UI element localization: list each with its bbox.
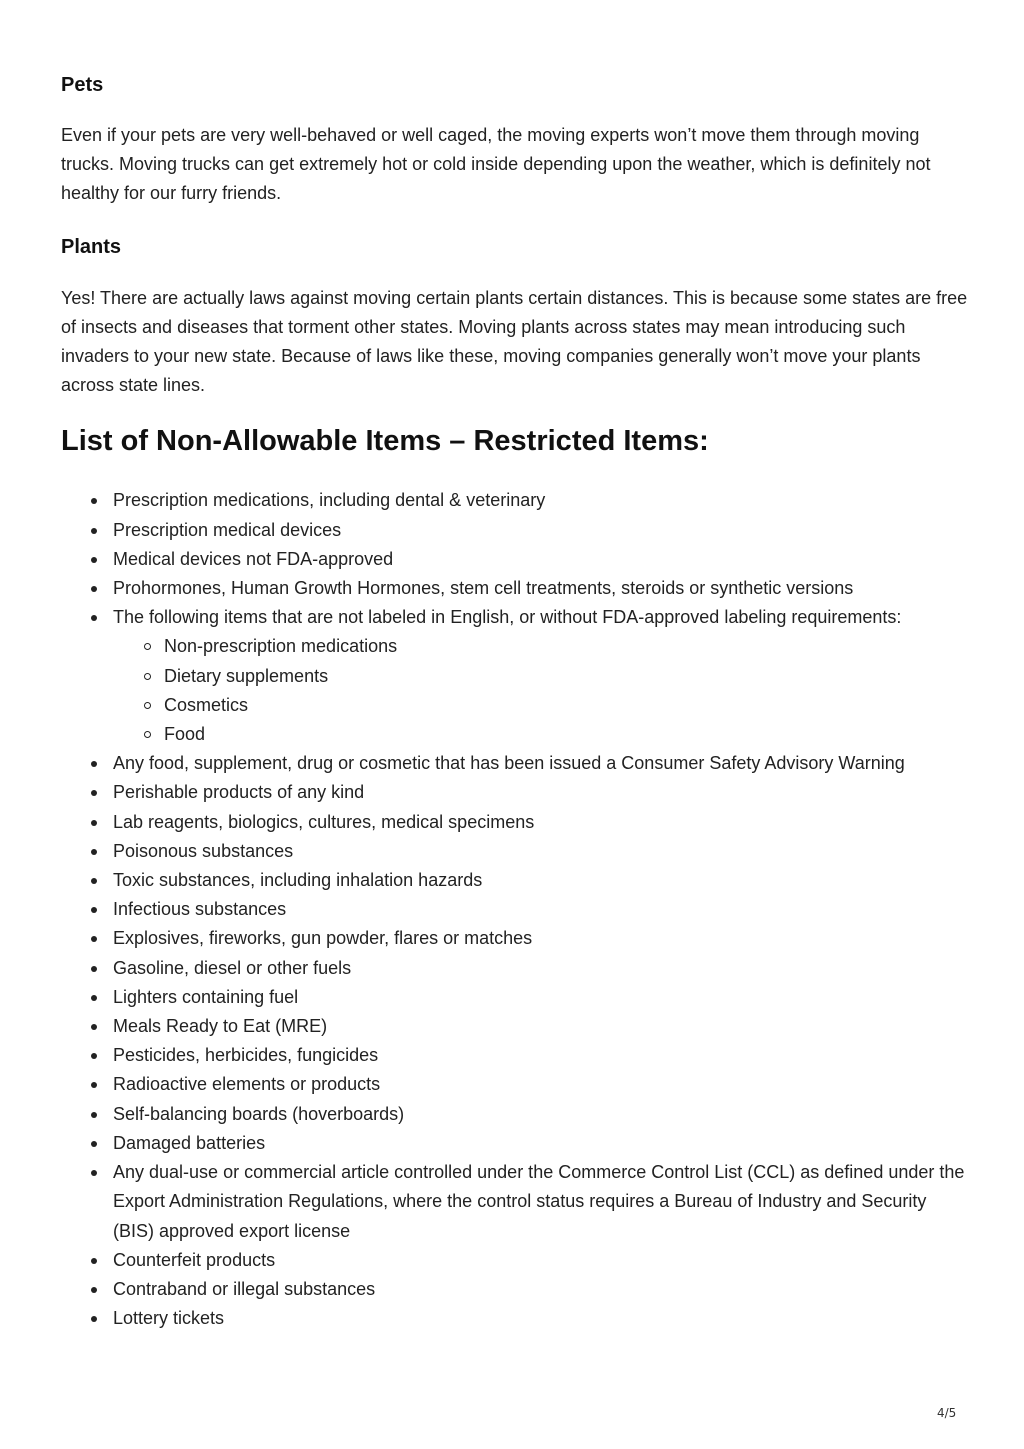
list-item bbox=[113, 837, 971, 866]
bullet-icon bbox=[91, 1112, 97, 1118]
list-item-text: Damaged batteries bbox=[113, 1132, 266, 1153]
bullet-icon bbox=[91, 1141, 97, 1147]
paragraph-pets: Even if your pets are very well-behaved or well caged, the moving experts won’t move them through moving trucks. Moving trucks can get extremely hot or cold inside depending upon the weather, which is definitely not healthy for our furry friends. bbox=[61, 125, 931, 204]
list-item bbox=[113, 778, 971, 807]
section-heading-pets: Pets bbox=[61, 74, 104, 96]
sub-list-item bbox=[164, 691, 971, 720]
list-item bbox=[113, 866, 971, 895]
circle-bullet-icon bbox=[144, 702, 151, 709]
bullet-icon bbox=[91, 1082, 97, 1088]
list-item bbox=[113, 1129, 971, 1158]
list-item-text: Infectious substances bbox=[113, 899, 287, 920]
list-item bbox=[113, 1041, 971, 1070]
list-item bbox=[113, 1275, 971, 1304]
list-item-text: Lab reagents, biologics, cultures, medical specimens bbox=[113, 811, 535, 832]
bullet-icon bbox=[91, 761, 97, 767]
bullet-icon bbox=[91, 528, 97, 534]
bullet-icon bbox=[91, 907, 97, 913]
list-item-text: Gasoline, diesel or other fuels bbox=[113, 957, 352, 978]
list-item bbox=[113, 486, 971, 515]
unlabeled-items-sublist bbox=[113, 632, 971, 749]
sub-list-item-text: Food bbox=[164, 724, 206, 745]
list-item-text: Any food, supplement, drug or cosmetic that has been issued a Consumer Safety Advisory Warning bbox=[113, 753, 905, 774]
sub-list-item bbox=[164, 662, 971, 691]
list-item-text: Medical devices not FDA-approved bbox=[113, 548, 394, 569]
bullet-icon bbox=[91, 878, 97, 884]
page-number: 4/5 bbox=[937, 1406, 957, 1420]
sub-list-item-text: Cosmetics bbox=[164, 694, 249, 715]
bullet-icon bbox=[91, 995, 97, 1001]
bullet-icon bbox=[91, 849, 97, 855]
bullet-icon bbox=[91, 1053, 97, 1059]
list-item bbox=[113, 603, 971, 749]
bullet-icon bbox=[91, 936, 97, 942]
paragraph-plants: Yes! There are actually laws against moving certain plants certain distances. This is because some states are free of insects and diseases that torment other states. Moving plants across states may mean introducing such invaders to your new state. Because of laws like these, moving companies generally won’t move your plants across state lines. bbox=[61, 287, 968, 396]
list-item bbox=[113, 1158, 971, 1246]
list-item bbox=[113, 574, 971, 603]
list-item bbox=[113, 516, 971, 545]
list-item bbox=[113, 1304, 971, 1333]
document-page bbox=[61, 0, 971, 1333]
bullet-icon bbox=[91, 1258, 97, 1264]
list-item-text: Lottery tickets bbox=[113, 1308, 225, 1329]
list-item bbox=[113, 1070, 971, 1099]
list-item-text: Meals Ready to Eat (MRE) bbox=[113, 1016, 328, 1037]
bullet-icon bbox=[91, 1287, 97, 1293]
list-item-text: Explosives, fireworks, gun powder, flares or matches bbox=[113, 928, 533, 949]
list-item bbox=[113, 1246, 971, 1275]
list-item-text: Counterfeit products bbox=[113, 1249, 276, 1270]
list-item-text: The following items that are not labeled in English, or without FDA-approved labeling requirements: bbox=[113, 607, 902, 628]
list-item-text: Any dual-use or commercial article controlled under the Commerce Control List (CCL) as defined under the Export Administration Regulations, where the control status requires a Bureau of Industry and Security (BIS) approved export license bbox=[113, 1162, 965, 1241]
list-item bbox=[113, 895, 971, 924]
sub-list-item bbox=[164, 632, 971, 661]
sub-list-item bbox=[164, 720, 971, 749]
list-item bbox=[113, 749, 971, 778]
list-item bbox=[113, 1100, 971, 1129]
section-heading-plants: Plants bbox=[61, 235, 122, 258]
bullet-icon bbox=[91, 615, 97, 621]
list-item bbox=[113, 808, 971, 837]
circle-bullet-icon bbox=[144, 731, 151, 738]
sub-list-item-text: Dietary supplements bbox=[164, 665, 329, 686]
bullet-icon bbox=[91, 820, 97, 826]
restricted-items-title: List of Non-Allowable Items – Restricted Items: bbox=[61, 425, 709, 458]
list-item bbox=[113, 924, 971, 953]
bullet-icon bbox=[91, 966, 97, 972]
circle-bullet-icon bbox=[144, 673, 151, 680]
list-item-text: Contraband or illegal substances bbox=[113, 1278, 376, 1299]
bullet-icon bbox=[91, 790, 97, 796]
list-item bbox=[113, 1012, 971, 1041]
bullet-icon bbox=[91, 1024, 97, 1030]
list-item bbox=[113, 545, 971, 574]
bullet-icon bbox=[91, 1316, 97, 1322]
list-item bbox=[113, 983, 971, 1012]
list-item-text: Lighters containing fuel bbox=[113, 986, 299, 1007]
bullet-icon bbox=[91, 586, 97, 592]
list-item-text: Prescription medical devices bbox=[113, 519, 342, 540]
list-item-text: Poisonous substances bbox=[113, 840, 294, 861]
sub-list-item-text: Non-prescription medications bbox=[164, 636, 398, 657]
list-item bbox=[113, 954, 971, 983]
bullet-icon bbox=[91, 498, 97, 504]
list-item-text: Toxic substances, including inhalation hazards bbox=[113, 870, 483, 891]
list-item-text: Self-balancing boards (hoverboards) bbox=[113, 1103, 405, 1124]
list-item-text: Perishable products of any kind bbox=[113, 782, 365, 803]
list-item-text: Radioactive elements or products bbox=[113, 1074, 381, 1095]
circle-bullet-icon bbox=[144, 643, 151, 650]
bullet-icon bbox=[91, 557, 97, 563]
list-item-text: Prohormones, Human Growth Hormones, stem cell treatments, steroids or synthetic versions bbox=[113, 578, 854, 599]
restricted-items-list bbox=[61, 486, 971, 1333]
list-item-text: Pesticides, herbicides, fungicides bbox=[113, 1045, 379, 1066]
list-item-text: Prescription medications, including dental & veterinary bbox=[113, 490, 546, 511]
bullet-icon bbox=[91, 1170, 97, 1176]
